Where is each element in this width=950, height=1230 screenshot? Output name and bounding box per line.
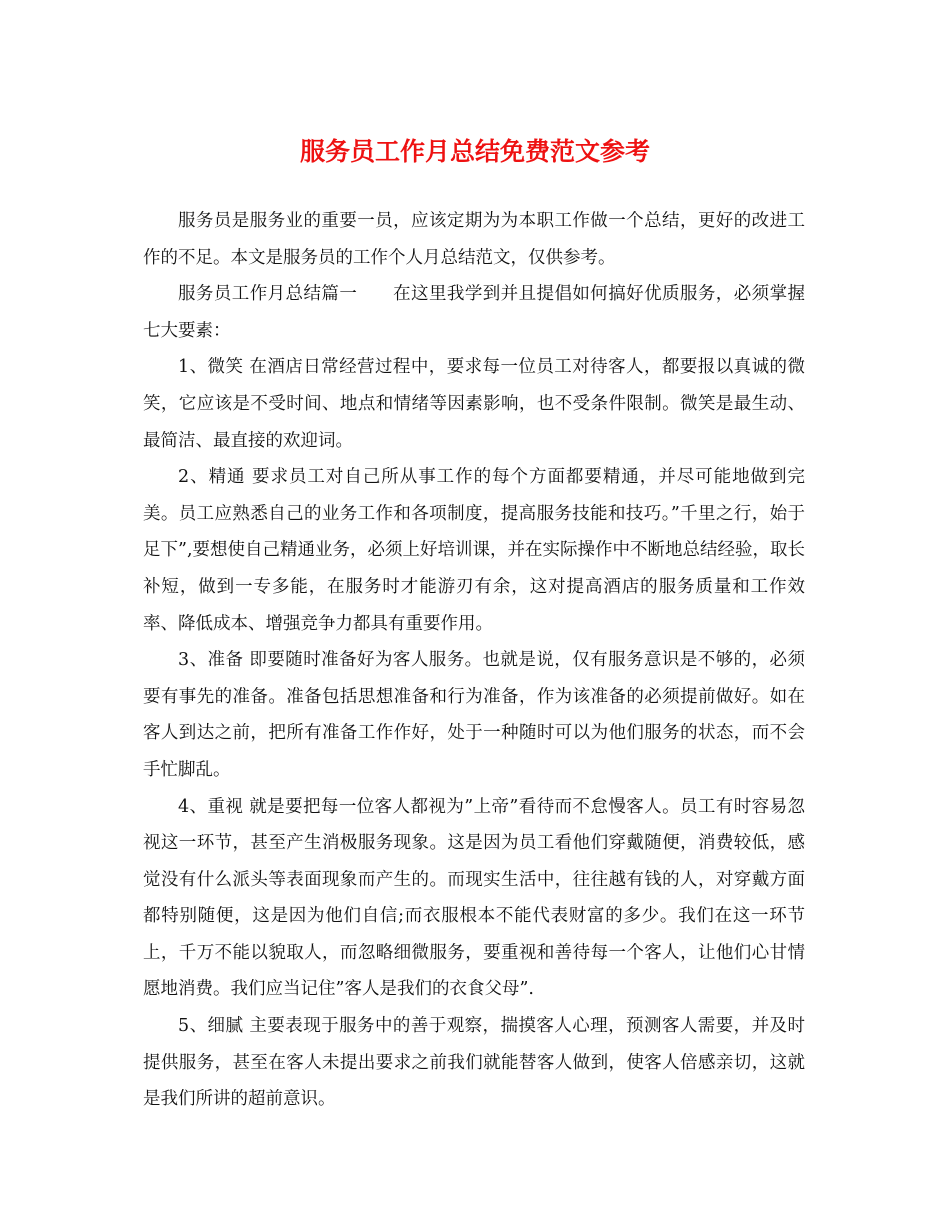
point-smile-paragraph: 1、微笑 在酒店日常经营过程中，要求每一位员工对待客人，都要报以真诚的微笑，它应该是不受时间、地点和情绪等因素影响，也不受条件限制。微笑是最生动、最简洁、最直接的欢迎词。	[143, 357, 805, 451]
document-title: 服务员工作月总结免费范文参考	[299, 137, 650, 166]
point-delicacy-paragraph: 5、细腻 主要表现于服务中的善于观察，揣摸客人心理，预测客人需要，并及时提供服务，甚至在客人未提出要求之前我们就能替客人做到，使客人倍感亲切，这就是我们所讲的超前意识。	[143, 1016, 805, 1110]
point-proficiency-paragraph: 2、精通 要求员工对自己所从事工作的每个方面都要精通，并尽可能地做到完美。员工应熟悉自己的业务工作和各项制度，提高服务技能和技巧。”千里之行，始于足下”,要想使自己精通业务，必须上好培训课，并在实际操作中不断地总结经验，取长补短，做到一专多能，在服务时才能游刃有余，这对提高酒店的服务质量和工作效率、降低成本、增强竞争力都具有重要作用。	[143, 467, 806, 634]
intro-paragraph: 服务员是服务业的重要一员，应该定期为为本职工作做一个总结，更好的改进工作的不足。本文是服务员的工作个人月总结范文，仅供参考。	[143, 211, 805, 268]
point-attention-paragraph: 4、重视 就是要把每一位客人都视为”上帝”看待而不怠慢客人。员工有时容易忽视这一环节，甚至产生消极服务现象。这是因为员工看他们穿戴随便，消费较低，感觉没有什么派头等表面现象而产生的。而现实生活中，往往越有钱的人，对穿戴方面都特别随便，这是因为他们自信;而衣服根本不能代表财富的多少。我们在这一环节上，千万不能以貌取人，而忽略细微服务，要重视和善待每一个客人，让他们心甘情愿地消费。我们应当记住”客人是我们的衣食父母”.	[143, 796, 805, 1000]
document-body	[143, 203, 805, 1118]
point-preparation-paragraph: 3、准备 即要随时准备好为客人服务。也就是说，仅有服务意识是不够的，必须要有事先的准备。准备包括思想准备和行为准备，作为该准备的必须提前做好。如在客人到达之前，把所有准备工作作好，处于一种随时可以为他们服务的状态，而不会手忙脚乱。	[143, 650, 805, 780]
section-heading-paragraph: 服务员工作月总结篇一 在这里我学到并且提倡如何搞好优质服务，必须掌握七大要素：	[143, 284, 805, 341]
